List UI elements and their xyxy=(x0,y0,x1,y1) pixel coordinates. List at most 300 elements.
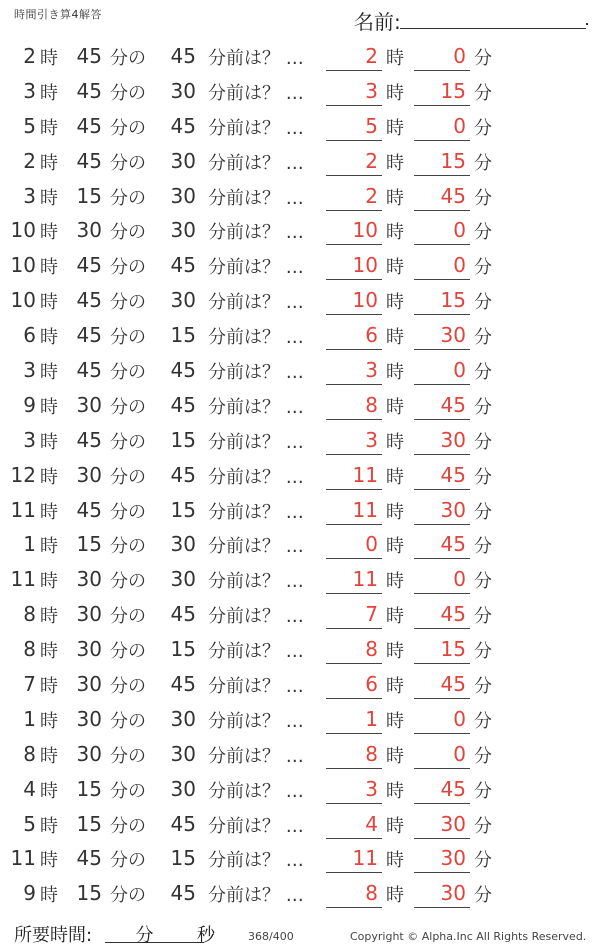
start-hour: 8 xyxy=(23,637,36,662)
answer-hour[interactable]: 2 xyxy=(365,183,378,208)
hour-unit: 時 xyxy=(40,501,58,523)
answer-minute[interactable]: 45 xyxy=(440,672,466,697)
name-underline xyxy=(400,28,586,29)
start-minute: 15 xyxy=(76,183,102,208)
problem-row xyxy=(0,808,600,843)
start-minute: 45 xyxy=(76,288,102,313)
minute-of-unit: 分の xyxy=(110,885,146,907)
answer-hour-line xyxy=(326,838,382,839)
answer-minute[interactable]: 45 xyxy=(440,776,466,801)
answer-hour-unit: 時 xyxy=(386,187,404,209)
start-hour: 9 xyxy=(23,392,36,417)
start-hour: 8 xyxy=(23,602,36,627)
answer-hour-unit: 時 xyxy=(386,571,404,593)
answer-minute[interactable]: 30 xyxy=(440,846,466,871)
hour-unit: 時 xyxy=(40,571,58,593)
minute-of-unit: 分の xyxy=(110,117,146,139)
subtract-minutes: 45 xyxy=(170,113,196,138)
minute-of-unit: 分の xyxy=(110,48,146,69)
answer-minute-line xyxy=(414,558,470,559)
start-hour: 3 xyxy=(23,183,36,208)
hour-unit: 時 xyxy=(40,710,58,732)
page-number: 368/400 xyxy=(248,930,294,943)
minute-of-unit: 分の xyxy=(110,222,146,244)
answer-hour-unit: 時 xyxy=(386,501,404,523)
answer-hour[interactable]: 3 xyxy=(365,427,378,452)
minutes-before-question: 分前は？ … xyxy=(208,396,304,418)
answer-hour-line xyxy=(326,663,382,664)
subtract-minutes: 15 xyxy=(170,497,196,522)
minute-of-unit: 分の xyxy=(110,257,146,279)
answer-hour-line xyxy=(326,768,382,769)
start-minute: 45 xyxy=(76,44,102,68)
answer-minute-line xyxy=(414,489,470,490)
minute-of-unit: 分の xyxy=(110,710,146,732)
answer-minute-unit: 分 xyxy=(474,152,492,174)
answer-minute[interactable]: 30 xyxy=(440,323,466,348)
problem-row xyxy=(0,877,600,912)
answer-minute[interactable]: 0 xyxy=(453,253,466,278)
answer-hour-unit: 時 xyxy=(386,117,404,139)
problem-row xyxy=(0,424,600,459)
subtract-minutes: 30 xyxy=(170,288,196,313)
elapsed-seconds-unit: 秒 xyxy=(197,925,216,946)
answer-minute-unit: 分 xyxy=(474,571,492,593)
answer-minute[interactable]: 30 xyxy=(440,497,466,522)
problem-row xyxy=(0,773,600,808)
problem-row xyxy=(0,633,600,668)
start-minute: 30 xyxy=(76,392,102,417)
answer-minute-unit: 分 xyxy=(474,292,492,314)
hour-unit: 時 xyxy=(40,641,58,663)
answer-hour-line xyxy=(326,872,382,873)
start-hour: 2 xyxy=(23,44,36,68)
minutes-before-question: 分前は？ … xyxy=(208,257,304,279)
hour-unit: 時 xyxy=(40,885,58,907)
answer-minute-line xyxy=(414,244,470,245)
start-minute: 30 xyxy=(76,462,102,487)
problem-row xyxy=(0,389,600,424)
subtract-minutes: 30 xyxy=(170,78,196,103)
minute-of-unit: 分の xyxy=(110,780,146,802)
start-minute: 15 xyxy=(76,881,102,906)
answer-hour[interactable]: 11 xyxy=(352,497,378,522)
minutes-before-question: 分前は？ … xyxy=(208,745,304,767)
start-minute: 30 xyxy=(76,672,102,697)
minutes-before-question: 分前は？ … xyxy=(208,117,304,139)
answer-minute[interactable]: 0 xyxy=(453,567,466,592)
minutes-before-question: 分前は？ … xyxy=(208,501,304,523)
minute-of-unit: 分の xyxy=(110,466,146,488)
answer-hour-line xyxy=(326,105,382,106)
answer-hour-line xyxy=(326,279,382,280)
start-minute: 30 xyxy=(76,706,102,731)
hour-unit: 時 xyxy=(40,82,58,104)
answer-hour[interactable]: 5 xyxy=(365,113,378,138)
subtract-minutes: 30 xyxy=(170,741,196,766)
start-minute: 45 xyxy=(76,497,102,522)
answer-minute-line xyxy=(414,279,470,280)
start-minute: 45 xyxy=(76,846,102,871)
problem-list xyxy=(0,40,600,912)
answer-minute[interactable]: 45 xyxy=(440,532,466,557)
start-minute: 45 xyxy=(76,148,102,173)
answer-hour[interactable]: 8 xyxy=(365,392,378,417)
subtract-minutes: 15 xyxy=(170,637,196,662)
answer-minute-unit: 分 xyxy=(474,745,492,767)
answer-minute-unit: 分 xyxy=(474,676,492,698)
problem-row xyxy=(0,319,600,354)
minutes-before-question: 分前は？ … xyxy=(208,850,304,872)
answer-hour-unit: 時 xyxy=(386,780,404,802)
minute-of-unit: 分の xyxy=(110,362,146,384)
answer-minute[interactable]: 30 xyxy=(440,427,466,452)
subtract-minutes: 45 xyxy=(170,672,196,697)
answer-minute[interactable]: 0 xyxy=(453,741,466,766)
hour-unit: 時 xyxy=(40,222,58,244)
start-hour: 7 xyxy=(23,672,36,697)
answer-hour[interactable]: 2 xyxy=(365,44,378,68)
start-hour: 11 xyxy=(10,567,36,592)
hour-unit: 時 xyxy=(40,745,58,767)
minute-of-unit: 分の xyxy=(110,431,146,453)
hour-unit: 時 xyxy=(40,396,58,418)
minutes-before-question: 分前は？ … xyxy=(208,362,304,384)
start-hour: 9 xyxy=(23,881,36,906)
start-hour: 11 xyxy=(10,497,36,522)
answer-minute-line xyxy=(414,803,470,804)
start-minute: 30 xyxy=(76,741,102,766)
problem-row xyxy=(0,668,600,703)
answer-hour[interactable]: 7 xyxy=(365,602,378,627)
start-minute: 30 xyxy=(76,567,102,592)
answer-hour[interactable]: 11 xyxy=(352,567,378,592)
answer-minute-unit: 分 xyxy=(474,815,492,837)
problem-row xyxy=(0,214,600,249)
answer-minute-line xyxy=(414,524,470,525)
answer-minute-line xyxy=(414,663,470,664)
answer-minute-line xyxy=(414,105,470,106)
answer-hour-line xyxy=(326,524,382,525)
answer-minute-unit: 分 xyxy=(474,327,492,349)
minute-of-unit: 分の xyxy=(110,152,146,174)
answer-hour[interactable]: 3 xyxy=(365,78,378,103)
minute-of-unit: 分の xyxy=(110,676,146,698)
answer-hour-unit: 時 xyxy=(386,48,404,69)
subtract-minutes: 15 xyxy=(170,427,196,452)
hour-unit: 時 xyxy=(40,466,58,488)
answer-minute-unit: 分 xyxy=(474,780,492,802)
start-minute: 30 xyxy=(76,637,102,662)
minutes-before-question: 分前は？ … xyxy=(208,327,304,349)
answer-hour-line xyxy=(326,803,382,804)
start-hour: 10 xyxy=(10,218,36,243)
start-hour: 3 xyxy=(23,78,36,103)
hour-unit: 時 xyxy=(40,431,58,453)
answer-minute[interactable]: 15 xyxy=(440,637,466,662)
answer-hour-line xyxy=(326,175,382,176)
answer-hour[interactable]: 10 xyxy=(352,253,378,278)
answer-minute-line xyxy=(414,733,470,734)
answer-hour-line xyxy=(326,384,382,385)
answer-minute-line xyxy=(414,210,470,211)
minutes-before-question: 分前は？ … xyxy=(208,815,304,837)
answer-hour-line xyxy=(326,558,382,559)
answer-hour[interactable]: 11 xyxy=(352,462,378,487)
answer-minute[interactable]: 30 xyxy=(440,881,466,906)
subtract-minutes: 45 xyxy=(170,44,196,68)
answer-hour[interactable]: 8 xyxy=(365,741,378,766)
elapsed-minutes-unit: 分 xyxy=(135,925,154,946)
problem-row xyxy=(0,249,600,284)
start-hour: 8 xyxy=(23,741,36,766)
answer-hour[interactable]: 8 xyxy=(365,881,378,906)
answer-minute-unit: 分 xyxy=(474,641,492,663)
answer-hour-unit: 時 xyxy=(386,676,404,698)
answer-minute[interactable]: 30 xyxy=(440,811,466,836)
subtract-minutes: 30 xyxy=(170,776,196,801)
elapsed-time xyxy=(14,921,215,947)
answer-minute[interactable]: 15 xyxy=(440,78,466,103)
hour-unit: 時 xyxy=(40,257,58,279)
minutes-before-question: 分前は？ … xyxy=(208,571,304,593)
subtract-minutes: 30 xyxy=(170,218,196,243)
minutes-before-question: 分前は？ … xyxy=(208,187,304,209)
start-minute: 45 xyxy=(76,78,102,103)
minute-of-unit: 分の xyxy=(110,501,146,523)
answer-hour-unit: 時 xyxy=(386,606,404,628)
start-hour: 4 xyxy=(23,776,36,801)
answer-hour-unit: 時 xyxy=(386,257,404,279)
answer-hour-unit: 時 xyxy=(386,431,404,453)
answer-minute-line xyxy=(414,838,470,839)
answer-minute-line xyxy=(414,384,470,385)
problem-row xyxy=(0,145,600,180)
subtract-minutes: 30 xyxy=(170,148,196,173)
answer-hour-unit: 時 xyxy=(386,292,404,314)
subtract-minutes: 45 xyxy=(170,881,196,906)
hour-unit: 時 xyxy=(40,48,58,69)
answer-minute[interactable]: 45 xyxy=(440,183,466,208)
minutes-before-question: 分前は？ … xyxy=(208,780,304,802)
answer-minute-line xyxy=(414,628,470,629)
start-hour: 10 xyxy=(10,288,36,313)
answer-hour-unit: 時 xyxy=(386,466,404,488)
subtract-minutes: 45 xyxy=(170,358,196,383)
answer-hour-line xyxy=(326,349,382,350)
minutes-before-question: 分前は？ … xyxy=(208,606,304,628)
problem-row xyxy=(0,110,600,145)
problem-row xyxy=(0,75,600,110)
answer-minute[interactable]: 0 xyxy=(453,113,466,138)
answer-minute-unit: 分 xyxy=(474,396,492,418)
answer-hour-unit: 時 xyxy=(386,641,404,663)
start-hour: 3 xyxy=(23,358,36,383)
hour-unit: 時 xyxy=(40,327,58,349)
name-end-dot xyxy=(586,23,588,25)
answer-minute-unit: 分 xyxy=(474,606,492,628)
hour-unit: 時 xyxy=(40,676,58,698)
minute-of-unit: 分の xyxy=(110,327,146,349)
answer-hour[interactable]: 3 xyxy=(365,358,378,383)
answer-minute[interactable]: 0 xyxy=(453,358,466,383)
answer-minute-unit: 分 xyxy=(474,222,492,244)
minute-of-unit: 分の xyxy=(110,187,146,209)
answer-hour[interactable]: 0 xyxy=(365,532,378,557)
minute-of-unit: 分の xyxy=(110,606,146,628)
start-hour: 10 xyxy=(10,253,36,278)
hour-unit: 時 xyxy=(40,536,58,558)
start-minute: 30 xyxy=(76,218,102,243)
answer-minute-unit: 分 xyxy=(474,48,492,69)
start-hour: 5 xyxy=(23,811,36,836)
subtract-minutes: 45 xyxy=(170,253,196,278)
hour-unit: 時 xyxy=(40,606,58,628)
start-hour: 11 xyxy=(10,846,36,871)
answer-minute-line xyxy=(414,454,470,455)
minutes-before-question: 分前は？ … xyxy=(208,48,304,69)
answer-minute[interactable]: 45 xyxy=(440,462,466,487)
start-minute: 15 xyxy=(76,532,102,557)
minutes-before-question: 分前は？ … xyxy=(208,885,304,907)
answer-hour-line xyxy=(326,698,382,699)
answer-hour-unit: 時 xyxy=(386,885,404,907)
answer-minute-line xyxy=(414,419,470,420)
answer-minute-unit: 分 xyxy=(474,885,492,907)
answer-minute[interactable]: 0 xyxy=(453,706,466,731)
answer-minute-line xyxy=(414,314,470,315)
answer-minute[interactable]: 0 xyxy=(453,44,466,68)
minute-of-unit: 分の xyxy=(110,641,146,663)
minutes-before-question: 分前は？ … xyxy=(208,152,304,174)
answer-hour-unit: 時 xyxy=(386,745,404,767)
problem-row xyxy=(0,180,600,215)
answer-minute-line xyxy=(414,349,470,350)
answer-hour[interactable]: 3 xyxy=(365,776,378,801)
minutes-before-question: 分前は？ … xyxy=(208,222,304,244)
answer-hour[interactable]: 11 xyxy=(352,846,378,871)
start-minute: 15 xyxy=(76,811,102,836)
subtract-minutes: 45 xyxy=(170,392,196,417)
hour-unit: 時 xyxy=(40,780,58,802)
answer-minute[interactable]: 0 xyxy=(453,218,466,243)
start-minute: 45 xyxy=(76,358,102,383)
subtract-minutes: 30 xyxy=(170,567,196,592)
answer-minute[interactable]: 45 xyxy=(440,392,466,417)
answer-hour[interactable]: 1 xyxy=(365,706,378,731)
minute-of-unit: 分の xyxy=(110,292,146,314)
answer-hour-line xyxy=(326,628,382,629)
start-hour: 5 xyxy=(23,113,36,138)
start-minute: 45 xyxy=(76,427,102,452)
answer-hour-unit: 時 xyxy=(386,850,404,872)
worksheet-title: 時間引き算4解答 xyxy=(14,8,102,21)
start-hour: 3 xyxy=(23,427,36,452)
start-minute: 45 xyxy=(76,113,102,138)
answer-hour-unit: 時 xyxy=(386,396,404,418)
answer-hour-line xyxy=(326,314,382,315)
problem-row xyxy=(0,494,600,529)
subtract-minutes: 45 xyxy=(170,602,196,627)
answer-minute-line xyxy=(414,698,470,699)
answer-hour[interactable]: 10 xyxy=(352,218,378,243)
subtract-minutes: 45 xyxy=(170,811,196,836)
answer-hour-line xyxy=(326,70,382,71)
elapsed-time-label: 所要時間: xyxy=(14,925,93,946)
answer-minute-unit: 分 xyxy=(474,257,492,279)
hour-unit: 時 xyxy=(40,362,58,384)
answer-hour[interactable]: 6 xyxy=(365,672,378,697)
answer-minute-line xyxy=(414,70,470,71)
subtract-minutes: 30 xyxy=(170,532,196,557)
answer-hour-unit: 時 xyxy=(386,327,404,349)
answer-minute-line xyxy=(414,768,470,769)
answer-hour-unit: 時 xyxy=(386,152,404,174)
problem-row xyxy=(0,738,600,773)
name-field[interactable] xyxy=(354,6,590,32)
answer-hour[interactable]: 2 xyxy=(365,148,378,173)
answer-hour[interactable]: 8 xyxy=(365,637,378,662)
subtract-minutes: 30 xyxy=(170,183,196,208)
problem-row xyxy=(0,842,600,877)
copyright: Copyright © Alpha.Inc All Rights Reserved. xyxy=(350,930,587,943)
answer-minute-line xyxy=(414,593,470,594)
subtract-minutes: 30 xyxy=(170,706,196,731)
start-hour: 2 xyxy=(23,148,36,173)
subtract-minutes: 15 xyxy=(170,846,196,871)
answer-hour-line xyxy=(326,244,382,245)
start-minute: 15 xyxy=(76,776,102,801)
problem-row xyxy=(0,528,600,563)
answer-minute-unit: 分 xyxy=(474,431,492,453)
answer-minute[interactable]: 15 xyxy=(440,148,466,173)
minute-of-unit: 分の xyxy=(110,850,146,872)
answer-hour-line xyxy=(326,593,382,594)
hour-unit: 時 xyxy=(40,117,58,139)
elapsed-time-underline xyxy=(105,942,204,943)
answer-minute[interactable]: 45 xyxy=(440,602,466,627)
hour-unit: 時 xyxy=(40,815,58,837)
start-hour: 1 xyxy=(23,532,36,557)
answer-hour-unit: 時 xyxy=(386,815,404,837)
start-hour: 6 xyxy=(23,323,36,348)
answer-hour-unit: 時 xyxy=(386,82,404,104)
answer-minute-line xyxy=(414,872,470,873)
problem-row xyxy=(0,459,600,494)
minute-of-unit: 分の xyxy=(110,82,146,104)
problem-row xyxy=(0,598,600,633)
minutes-before-question: 分前は？ … xyxy=(208,641,304,663)
subtract-minutes: 45 xyxy=(170,462,196,487)
answer-minute-unit: 分 xyxy=(474,501,492,523)
answer-hour[interactable]: 10 xyxy=(352,288,378,313)
answer-minute-unit: 分 xyxy=(474,466,492,488)
minute-of-unit: 分の xyxy=(110,745,146,767)
answer-hour-unit: 時 xyxy=(386,362,404,384)
answer-hour-unit: 時 xyxy=(386,222,404,244)
minutes-before-question: 分前は？ … xyxy=(208,431,304,453)
answer-hour[interactable]: 4 xyxy=(365,811,378,836)
hour-unit: 時 xyxy=(40,850,58,872)
minutes-before-question: 分前は？ … xyxy=(208,292,304,314)
answer-minute-line xyxy=(414,175,470,176)
minutes-before-question: 分前は？ … xyxy=(208,466,304,488)
answer-minute[interactable]: 15 xyxy=(440,288,466,313)
answer-hour[interactable]: 6 xyxy=(365,323,378,348)
problem-row xyxy=(0,703,600,738)
name-label: 名前: xyxy=(354,10,401,34)
answer-minute-unit: 分 xyxy=(474,850,492,872)
